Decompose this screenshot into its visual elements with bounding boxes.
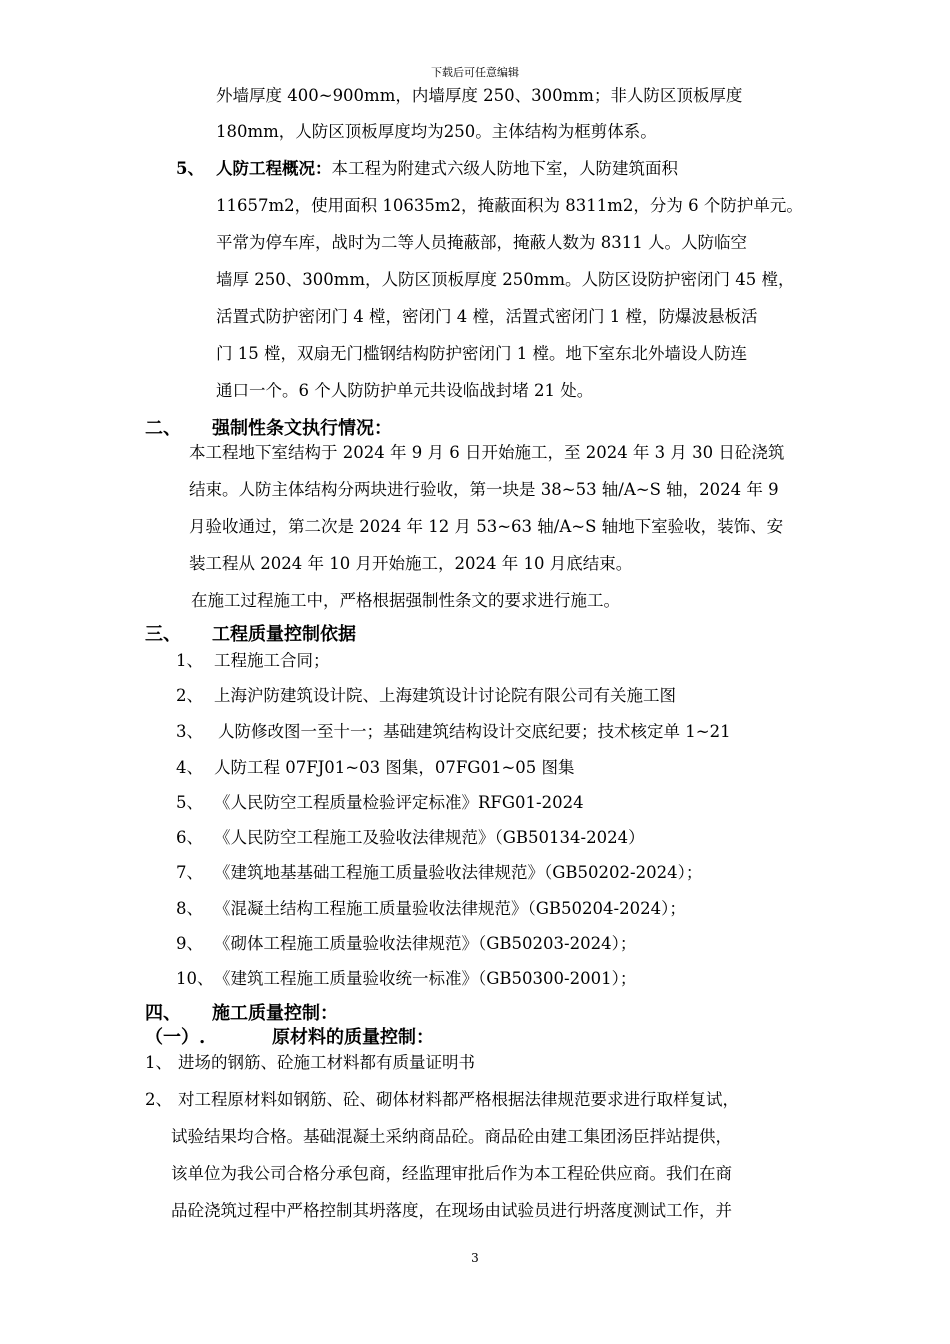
paragraph-line: 通口一个。6 个人防防护单元共设临战封堵 21 处。 xyxy=(216,381,594,400)
list-item-number: 7、 xyxy=(176,863,203,882)
list-item: 人防修改图一至十一；基础建筑结构设计交底纪要；技术核定单 1~21 xyxy=(218,722,731,741)
subsection-title: 原材料的质量控制： xyxy=(272,1027,434,1048)
list-item-number: 6、 xyxy=(176,828,203,847)
item-first-line xyxy=(216,158,678,180)
list-item: 《建筑工程施工质量验收统一标准》（GB50300-2001）； xyxy=(214,969,637,988)
paragraph-line: 活置式防护密闭门 4 樘，密闭门 4 樘，活置式密闭门 1 樘，防爆波悬板活 xyxy=(216,307,758,326)
section-number: 三、 xyxy=(145,624,181,645)
subsection-number: （一）. xyxy=(145,1027,206,1048)
list-item-number: 2、 xyxy=(145,1090,172,1109)
paragraph-line: 结束。人防主体结构分两块进行验收，第一块是 38~53 轴/A~S 轴，2024 年 9 xyxy=(189,480,779,499)
list-item-number: 9、 xyxy=(176,934,203,953)
list-item-number: 4、 xyxy=(176,758,203,777)
paragraph-line: 该单位为我公司合格分承包商，经监理审批后作为本工程砼供应商。我们在商 xyxy=(171,1164,732,1183)
item-label: 人防工程概况： xyxy=(216,159,332,178)
section-number: 二、 xyxy=(145,418,181,439)
paragraph-line: 本工程地下室结构于 2024 年 9 月 6 日开始施工，至 2024 年 3 月 30 日砼浇筑 xyxy=(189,443,785,462)
list-item-number: 8、 xyxy=(176,899,203,918)
list-item-number: 3、 xyxy=(176,722,203,741)
list-item-number: 1、 xyxy=(145,1053,172,1072)
paragraph-line: 门 15 樘，双扇无门槛钢结构防护密闭门 1 樘。地下室东北外墙设人防连 xyxy=(216,344,747,363)
paragraph-line: 墙厚 250、300mm，人防区顶板厚度 250mm。人防区设防护密闭门 45 樘， xyxy=(216,270,795,289)
list-item-number: 10、 xyxy=(176,969,214,988)
list-item-number: 5、 xyxy=(176,793,203,812)
list-item-number: 1、 xyxy=(176,651,203,670)
list-item: 《建筑地基基础工程施工质量验收法律规范》（GB50202-2024）； xyxy=(214,863,703,882)
list-item: 人防工程 07FJ01~03 图集，07FG01~05 图集 xyxy=(214,758,575,777)
paragraph-line: 平常为停车库，战时为二等人员掩蔽部，掩蔽人数为 8311 人。人防临空 xyxy=(216,233,747,252)
section-number: 四、 xyxy=(145,1003,181,1024)
paragraph-line: 装工程从 2024 年 10 月开始施工，2024 年 10 月底结束。 xyxy=(189,554,633,573)
paragraph-line: 试验结果均合格。基础混凝土采纳商品砼。商品砼由建工集团汤臣拌站提供， xyxy=(171,1127,732,1146)
paragraph-line: 品砼浇筑过程中严格控制其坍落度，在现场由试验员进行坍落度测试工作，并 xyxy=(171,1201,732,1220)
paragraph-line: 在施工过程施工中，严格根据强制性条文的要求进行施工。 xyxy=(191,591,620,610)
list-item: 工程施工合同； xyxy=(214,651,330,670)
paragraph-line: 180mm，人防区顶板厚度均为250。主体结构为框剪体系。 xyxy=(216,122,657,141)
section-title: 施工质量控制： xyxy=(212,1003,338,1024)
list-item: 《人民防空工程质量检验评定标准》RFG01-2024 xyxy=(214,793,584,812)
section-title: 工程质量控制依据 xyxy=(212,624,356,645)
page-header: 下载后可任意编辑 xyxy=(431,66,519,79)
page-number: 3 xyxy=(471,1251,479,1265)
list-item-number: 2、 xyxy=(176,686,203,705)
list-item: 《混凝土结构工程施工质量验收法律规范》（GB50204-2024）； xyxy=(214,899,686,918)
section-title: 强制性条文执行情况： xyxy=(212,418,392,439)
item-number: 5、 xyxy=(176,159,204,178)
list-item: 上海沪防建筑设计院、上海建筑设计讨论院有限公司有关施工图 xyxy=(214,686,676,705)
item-text: 本工程为附建式六级人防地下室，人防建筑面积 xyxy=(331,159,678,178)
list-item: 《砌体工程施工质量验收法律规范》（GB50203-2024）； xyxy=(214,934,637,953)
list-item: 《人民防空工程施工及验收法律规范》（GB50134-2024） xyxy=(214,828,645,847)
paragraph-line: 外墙厚度 400~900mm，内墙厚度 250、300mm；非人防区顶板厚度 xyxy=(216,86,743,105)
paragraph-line: 11657m2，使用面积 10635m2，掩蔽面积为 8311m2，分为 6 个防护单元。 xyxy=(216,196,803,215)
list-item: 进场的钢筋、砼施工材料都有质量证明书 xyxy=(178,1053,475,1072)
list-item: 对工程原材料如钢筋、砼、砌体材料都严格根据法律规范要求进行取样复试， xyxy=(178,1090,739,1109)
paragraph-line: 月验收通过，第二次是 2024 年 12 月 53~63 轴/A~S 轴地下室验收，装饰、安 xyxy=(189,517,784,536)
